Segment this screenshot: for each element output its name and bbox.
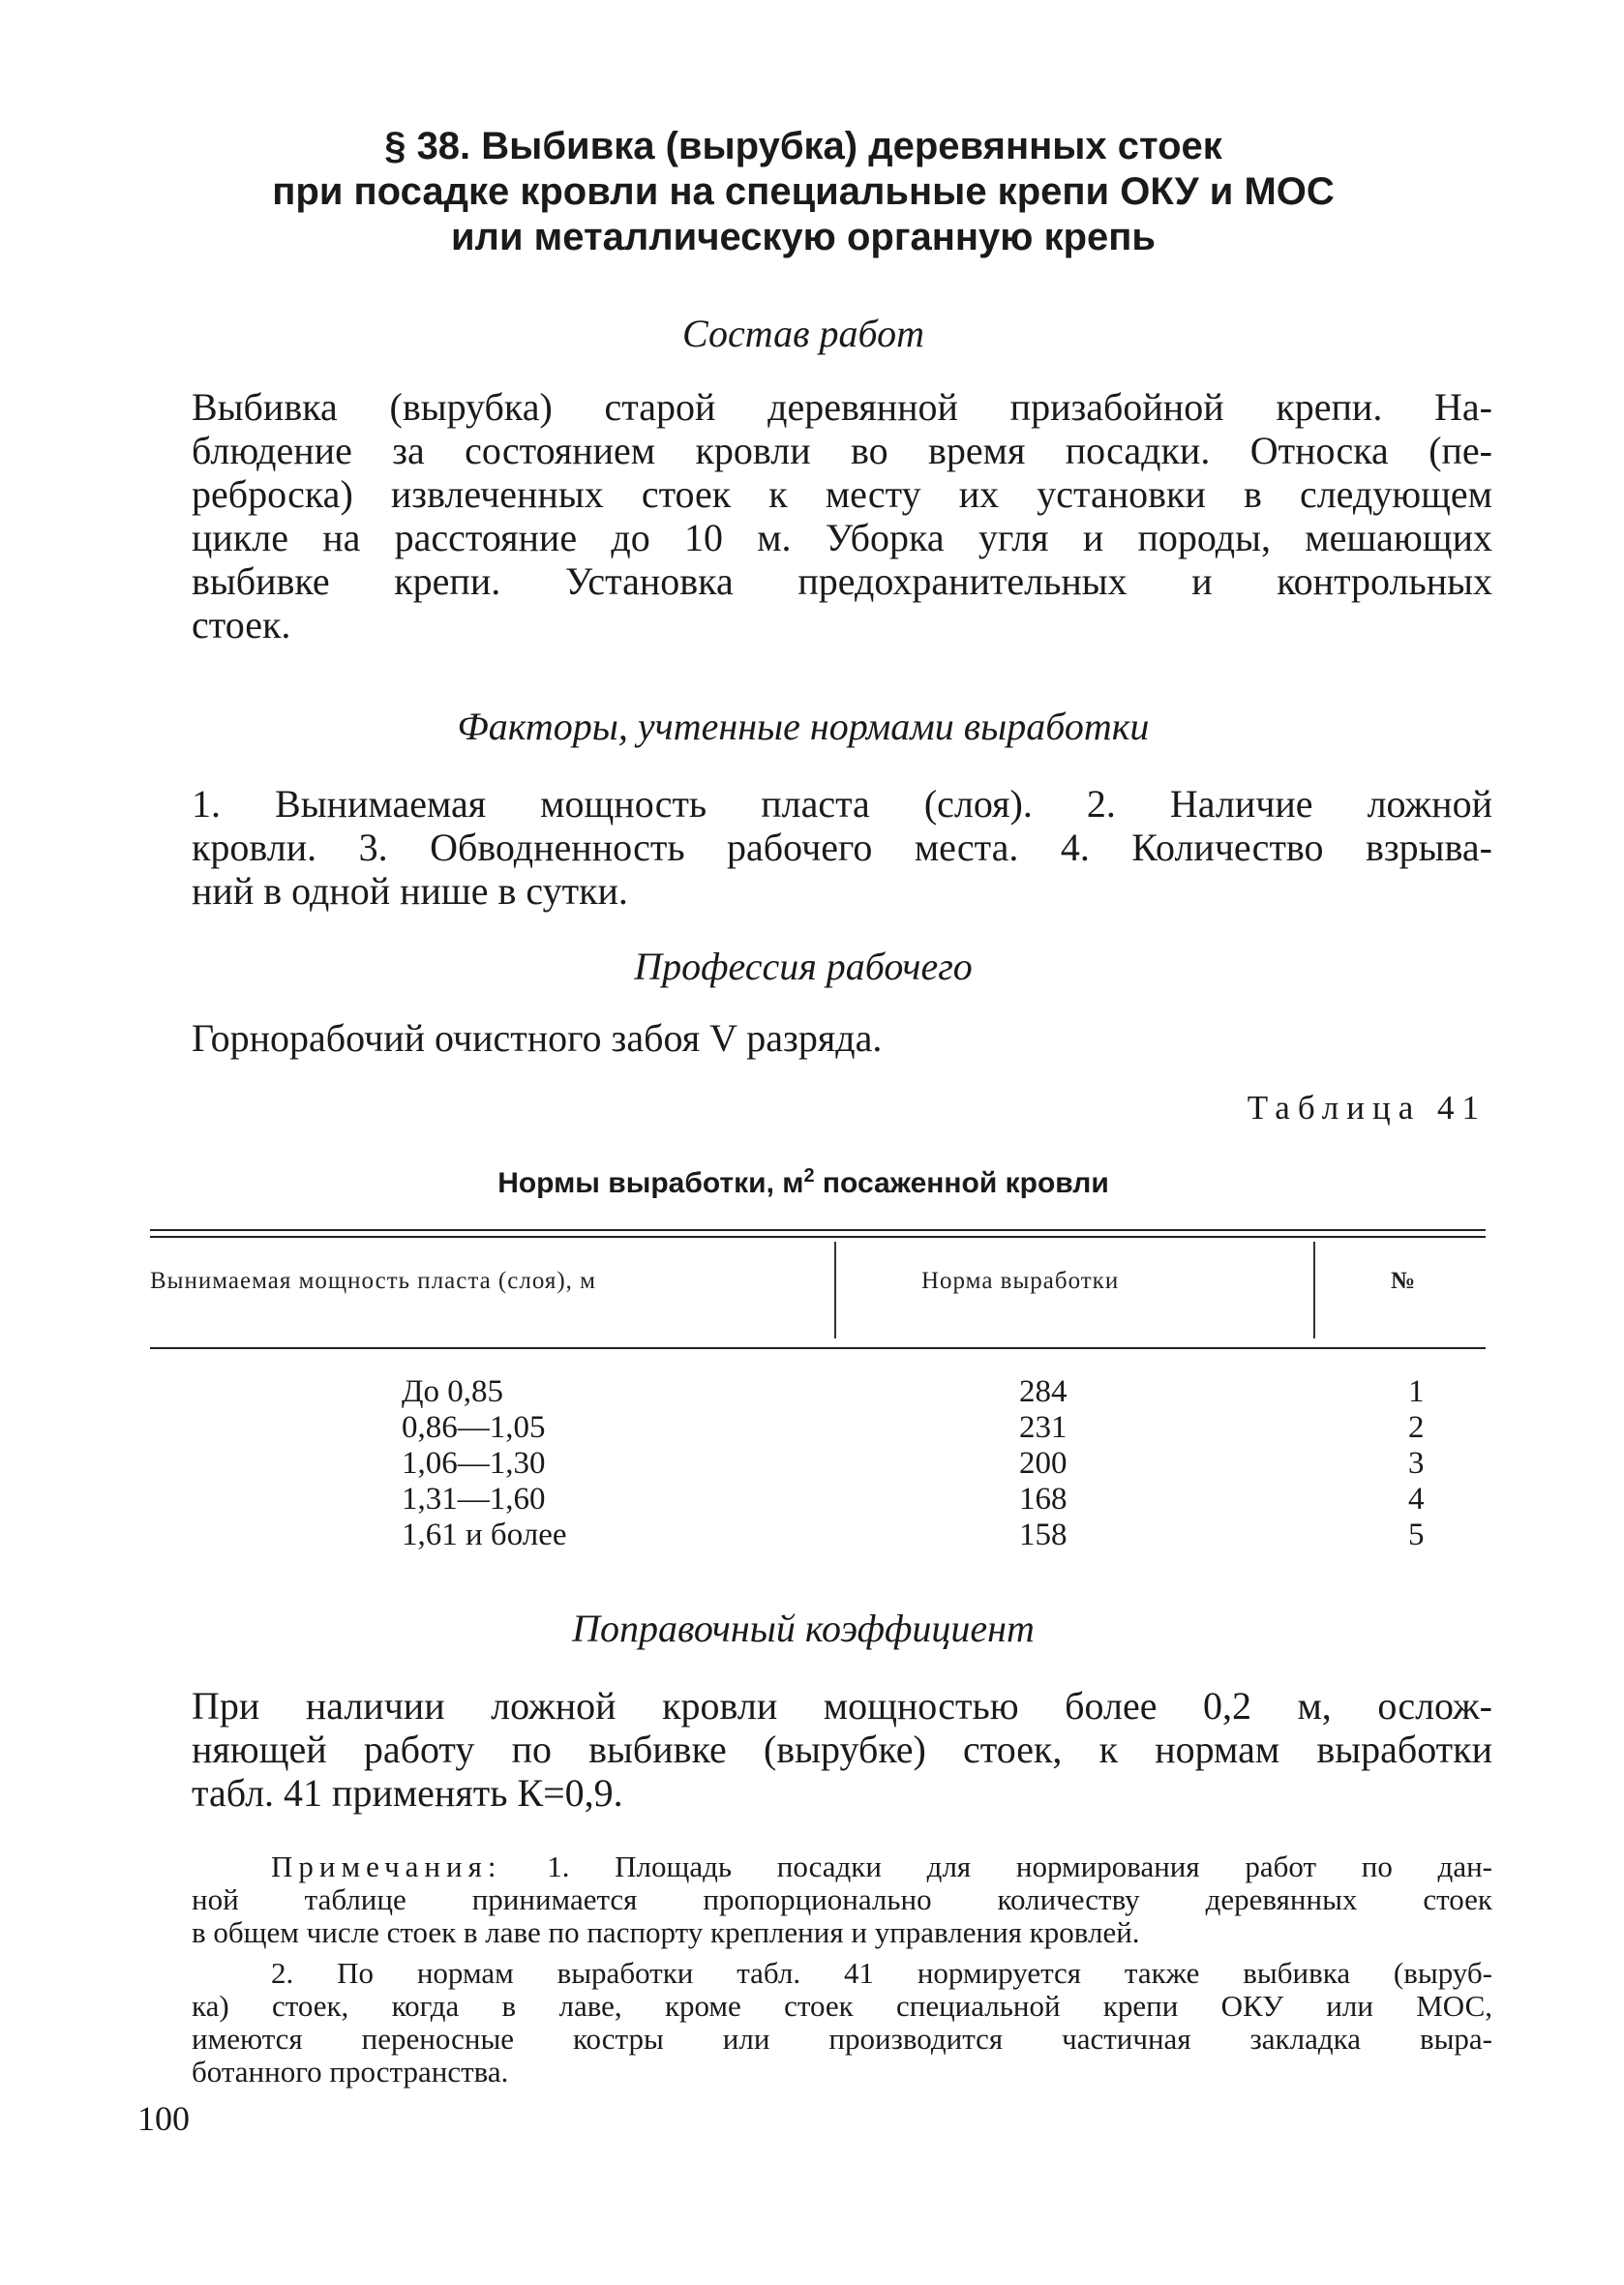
header-num: № xyxy=(1391,1268,1417,1294)
page-number: 100 xyxy=(137,2099,190,2138)
note-line: 2. По нормам выработки табл. 41 нормируется также выбивка (выруб- xyxy=(271,1956,1492,1990)
table-number: Таблица 41 xyxy=(1247,1089,1487,1127)
column-num xyxy=(1408,1374,1425,1553)
text-line: блюдение за состоянием кровли во время посадки. Относка (пе- xyxy=(192,429,1492,472)
text-line: 1. Вынимаемая мощность пласта (слоя). 2. Наличие ложной xyxy=(192,782,1492,826)
section-heading xyxy=(194,124,1413,260)
notes-block xyxy=(192,1850,1492,2089)
table-cell: 1,31—1,60 xyxy=(402,1482,546,1517)
table-cell: 231 xyxy=(1019,1410,1068,1445)
text-line: выбивке крепи. Установка предохранительных и контрольных xyxy=(192,559,1492,603)
table-cell: 158 xyxy=(1019,1518,1068,1552)
table-cell: 284 xyxy=(1019,1374,1068,1409)
table-cell: 1,06—1,30 xyxy=(402,1446,546,1481)
note-line: имеются переносные костры или производится частичная закладка выра- xyxy=(192,2022,1492,2056)
text-line: кровли. 3. Обводненность рабочего места. 4. Количество взрыва- xyxy=(192,826,1492,869)
table-title-main: Нормы выработки, м xyxy=(497,1167,804,1199)
profession-title: Профессия рабочего xyxy=(634,945,973,988)
note-line xyxy=(192,1850,1492,1883)
note-line: ботанного пространства. xyxy=(192,2055,509,2089)
table-header-rule xyxy=(150,1347,1486,1349)
table-cell: 4 xyxy=(1408,1482,1425,1517)
table-top-rule-double xyxy=(150,1236,1486,1238)
header-norm: Норма выработки xyxy=(921,1268,1120,1294)
text-line: реброска) извлеченных стоек к месту их установки в следующем xyxy=(192,472,1492,516)
table-top-rule xyxy=(150,1229,1486,1231)
note-line: ной таблице принимается пропорционально количеству деревянных стоек xyxy=(192,1882,1492,1916)
table-cell: 2 xyxy=(1408,1410,1425,1445)
profession-text xyxy=(192,1016,1492,1060)
composition-title: Состав работ xyxy=(682,312,924,355)
table-title-sup: 2 xyxy=(803,1165,815,1187)
column-thickness xyxy=(402,1374,567,1553)
text-line: ний в одной нише в сутки. xyxy=(192,869,628,913)
column-separator xyxy=(1313,1242,1315,1338)
heading-line: § 38. Выбивка (вырубка) деревянных стоек xyxy=(384,125,1222,167)
factors-paragraph xyxy=(192,782,1492,913)
table-cell: 168 xyxy=(1019,1482,1068,1517)
column-separator xyxy=(834,1242,836,1338)
column-norm xyxy=(1019,1374,1068,1553)
table-cell: 1,61 и более xyxy=(402,1518,567,1552)
header-thickness: Вынимаемая мощность пласта (слоя), м xyxy=(150,1268,596,1294)
heading-line: или металлическую органную крепь xyxy=(450,216,1157,258)
table-cell: 1 xyxy=(1408,1374,1425,1409)
table-cell: 0,86—1,05 xyxy=(402,1410,546,1445)
table-title-rest: посаженной кровли xyxy=(814,1167,1109,1199)
text-line: няющей работу по выбивке (вырубке) стоек, к нормам выработки xyxy=(192,1728,1492,1771)
correction-paragraph xyxy=(192,1684,1492,1815)
composition-paragraph xyxy=(192,385,1492,646)
table-cell: 3 xyxy=(1408,1446,1425,1481)
note-line: ка) стоек, когда в лаве, кроме стоек специальной крепи ОКУ или МОС, xyxy=(192,1989,1492,2023)
factors-title: Факторы, учтенные нормами выработки xyxy=(457,705,1150,748)
text-line: цикле на расстояние до 10 м. Уборка угля и породы, мешающих xyxy=(192,516,1492,559)
text-line: При наличии ложной кровли мощностью более 0,2 м, ослож- xyxy=(192,1684,1492,1728)
heading-line: при посадке кровли на специальные крепи ОКУ и МОС xyxy=(272,170,1335,213)
note1-first: 1. Площадь посадки для нормирования работ по дан- xyxy=(501,1849,1492,1883)
table-cell: До 0,85 xyxy=(402,1374,504,1409)
table-cell: 200 xyxy=(1019,1446,1068,1481)
text-line: стоек. xyxy=(192,603,291,646)
text-line: Горнорабочий очистного забоя V разряда. xyxy=(192,1016,883,1060)
text-line: табл. 41 применять К=0,9. xyxy=(192,1771,623,1815)
note-line: в общем числе стоек в лаве по паспорту крепления и управления кровлей. xyxy=(192,1915,1140,1949)
table-cell: 5 xyxy=(1408,1518,1425,1552)
table-title xyxy=(194,1165,1413,1200)
correction-title: Поправочный коэффициент xyxy=(572,1607,1035,1650)
notes-label: Примечания: xyxy=(271,1849,502,1883)
text-line: Выбивка (вырубка) старой деревянной призабойной крепи. На- xyxy=(192,385,1492,429)
